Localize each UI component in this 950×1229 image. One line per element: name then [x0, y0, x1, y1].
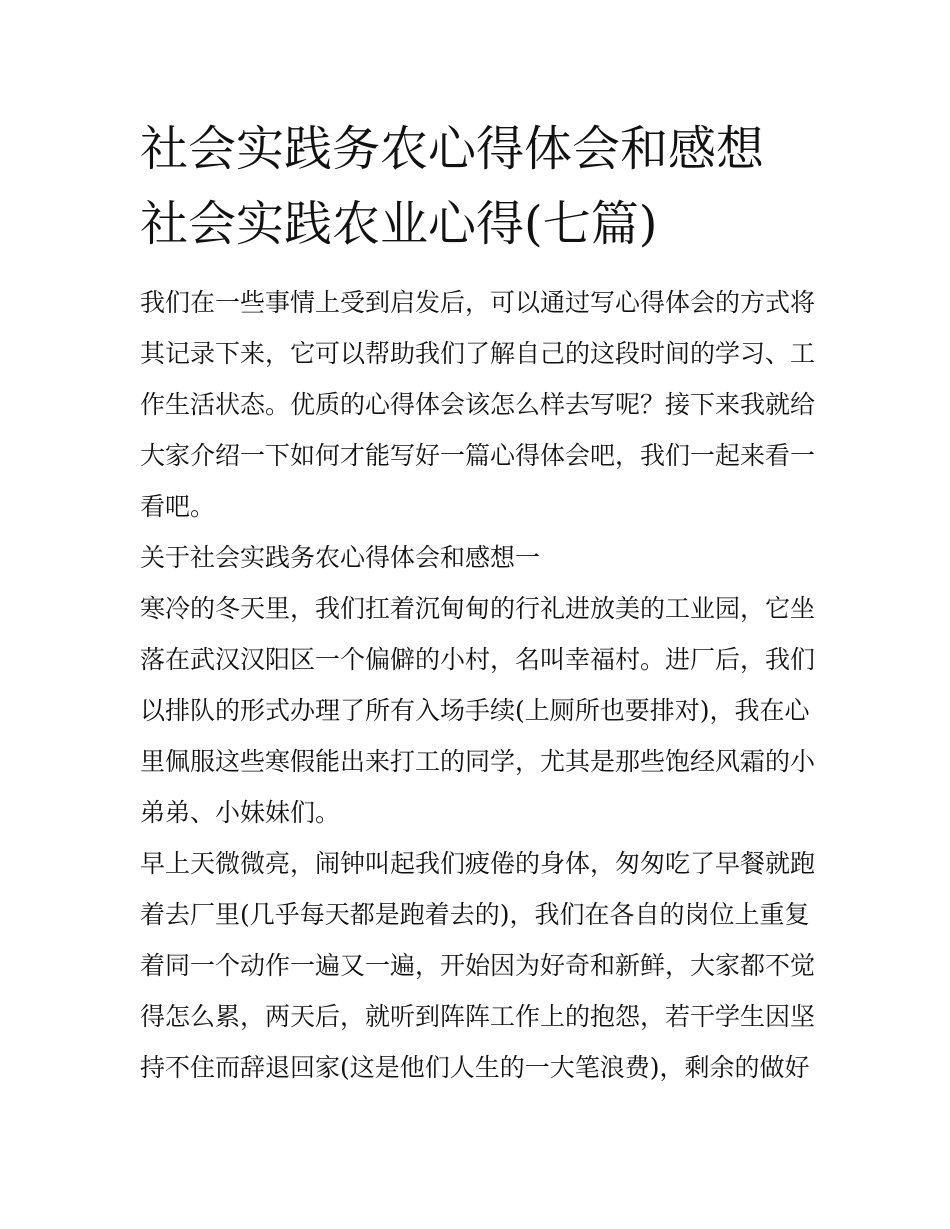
paragraph2-line-4: 得怎么累，两天后，就听到阵阵工作上的抱怨，若干学生因坚	[140, 1002, 816, 1031]
intro-line-1: 我们在一些事情上受到启发后，可以通过写心得体会的方式将	[140, 288, 816, 317]
paragraph1-line-5: 弟弟、小妹妹们。	[140, 798, 341, 827]
intro-line-5: 看吧。	[140, 492, 216, 521]
paragraph2-line-2: 着去厂里(几乎每天都是跑着去的)，我们在各自的岗位上重复	[140, 900, 810, 929]
section-heading	[140, 532, 815, 583]
body-paragraph-2	[140, 838, 815, 1093]
body-paragraph-1	[140, 583, 815, 838]
intro-line-2: 其记录下来，它可以帮助我们了解自己的这段时间的学习、工	[140, 339, 816, 368]
paragraph1-line-3: 以排队的形式办理了所有入场手续(上厕所也要排对)，我在心	[140, 696, 810, 725]
intro-line-3: 作生活状态。优质的心得体会该怎么样去写呢？接下来我就给	[140, 390, 816, 419]
title-line-2: 社会实践农业心得(七篇)	[140, 196, 658, 252]
paragraph1-line-4: 里佩服这些寒假能出来打工的同学，尤其是那些饱经风霜的小	[140, 747, 816, 776]
paragraph2-line-3: 着同一个动作一遍又一遍，开始因为好奇和新鲜，大家都不觉	[140, 951, 816, 980]
intro-paragraph	[140, 277, 815, 532]
paragraph2-line-1: 早上天微微亮，闹钟叫起我们疲倦的身体，匆匆吃了早餐就跑	[140, 849, 816, 878]
title-line-1: 社会实践务农心得体会和感想	[140, 121, 765, 177]
document-title	[140, 112, 830, 262]
paragraph2-line-5: 持不住而辞退回家(这是他们人生的一大笔浪费)，剩余的做好	[140, 1053, 810, 1082]
paragraph1-line-2: 落在武汉汉阳区一个偏僻的小村，名叫幸福村。进厂后，我们	[140, 645, 816, 674]
paragraph1-line-1: 寒冷的冬天里，我们扛着沉甸甸的行礼进放美的工业园，它坐	[140, 594, 816, 623]
document-body	[140, 277, 815, 1093]
section-heading-text: 关于社会实践务农心得体会和感想一	[140, 543, 541, 572]
intro-line-4: 大家介绍一下如何才能写好一篇心得体会吧，我们一起来看一	[140, 441, 816, 470]
